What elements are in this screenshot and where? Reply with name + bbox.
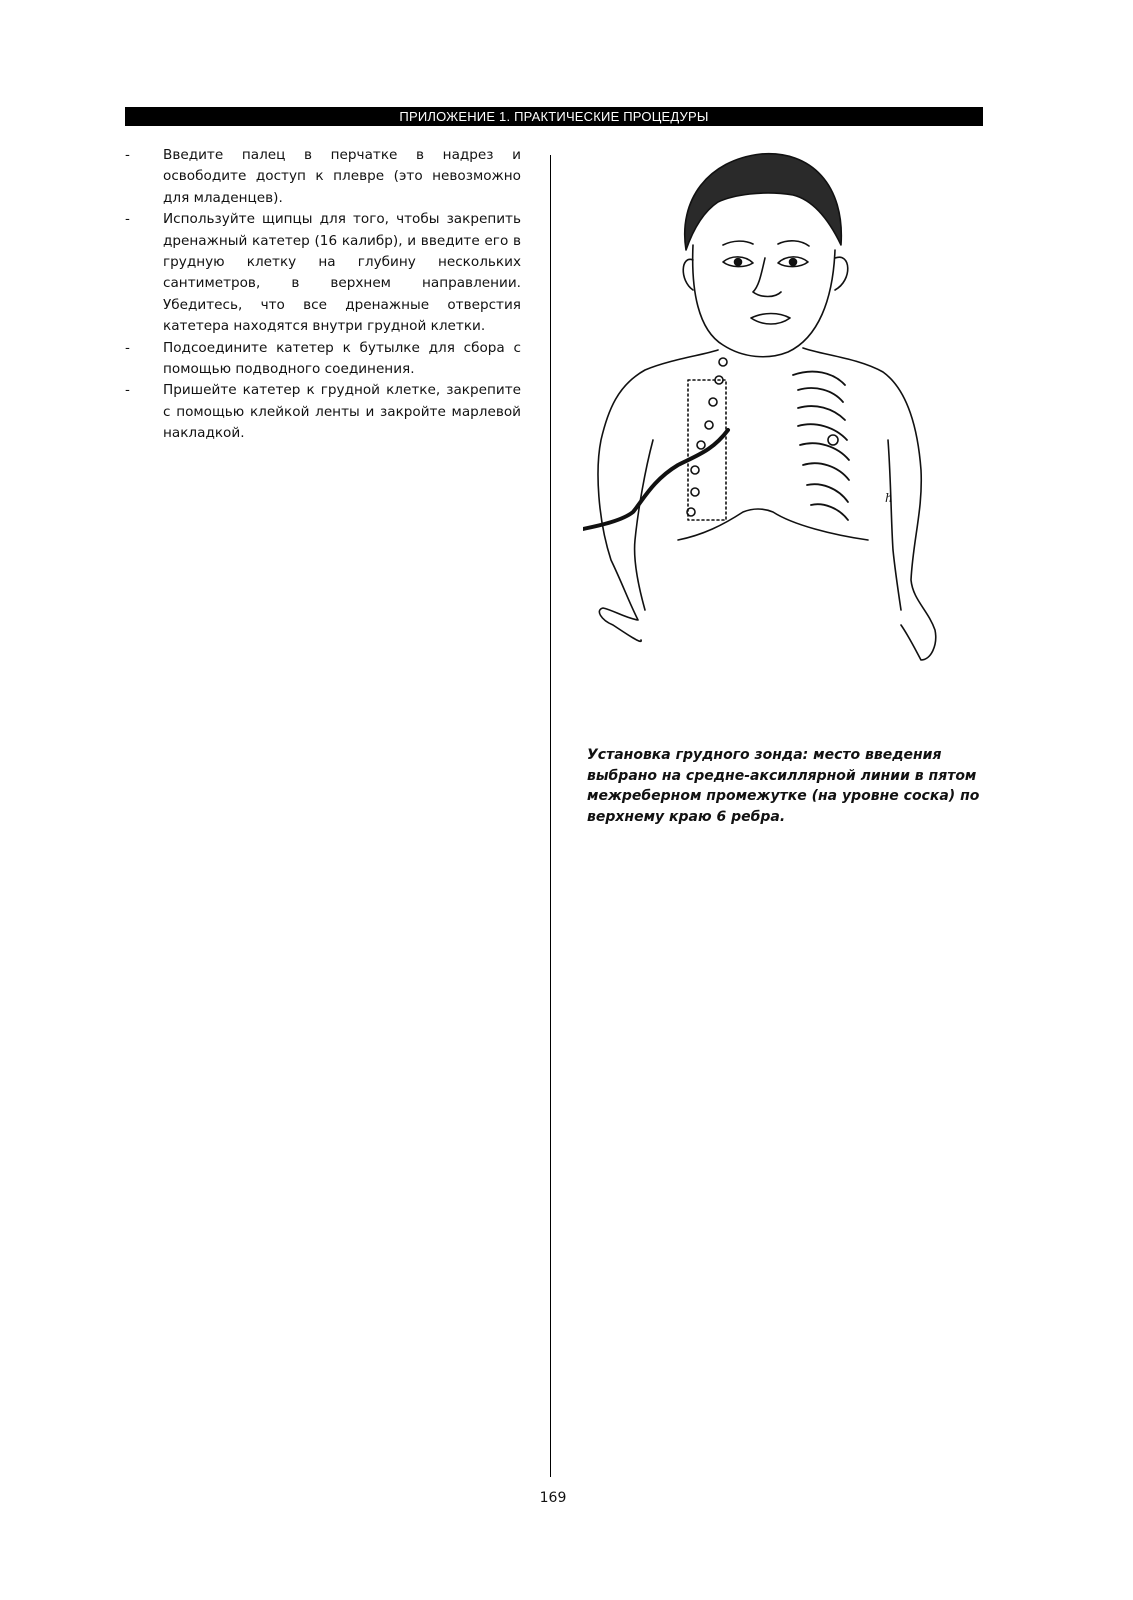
list-item (125, 380, 521, 444)
right-arm-inner (888, 440, 901, 610)
figure-label: h (885, 491, 893, 505)
brows (723, 241, 809, 246)
torso-left-side (598, 350, 718, 641)
list-item-text: Подсоедините катетер к бутылке для сбора с помощью подводного соединения. (163, 339, 521, 378)
column-divider (550, 155, 551, 1477)
list-item-text: Пришейте катетер к грудной клетке, закрепите с помощью клейкой ленты и закройте марлевой накладкой. (163, 382, 521, 442)
ribcage (793, 372, 849, 520)
section-header-bar (125, 107, 983, 126)
section-header-title: ПРИЛОЖЕНИЕ 1. ПРАКТИЧЕСКИЕ ПРОЦЕДУРЫ (399, 109, 709, 124)
right-pupil (790, 259, 797, 266)
list-item (125, 145, 521, 209)
list-item-text: Используйте щипцы для того, чтобы закрепить дренажный катетер (16 калибр), и введите его в грудную клетку на глубину нескольких сантиметров, в верхнем направлении. Убедитесь, что все дренажные отверстия катетера находятся внутри грудной клетки. (163, 211, 521, 335)
hair (685, 154, 842, 250)
list-item-text: Введите палец в перчатке в надрез и освободите доступ к плевре (это невозможно для младенцев). (163, 147, 521, 206)
chest-midline (678, 509, 868, 540)
drainage-catheter (583, 430, 728, 530)
mouth (751, 314, 790, 325)
list-bullet: - (125, 211, 130, 228)
list-bullet: - (125, 339, 130, 356)
left-pupil (735, 259, 742, 266)
list-bullet: - (125, 382, 130, 399)
procedure-steps-list (125, 145, 521, 445)
chest-tube-illustration (583, 140, 983, 685)
page-number: 169 (539, 1490, 567, 1506)
nipple (828, 435, 838, 445)
nose (753, 258, 781, 297)
right-ear (835, 257, 848, 290)
list-item (125, 209, 521, 337)
list-bullet: - (125, 147, 130, 163)
list-item (125, 338, 521, 381)
left-ear (683, 259, 693, 290)
left-arm-inner (635, 440, 653, 610)
figure-caption: Установка грудного зонда: место введения выбрано на средне-аксиллярной линии в пятом межреберном промежутке (на уровне соска) по верхнему краю 6 ребра. (587, 747, 980, 825)
